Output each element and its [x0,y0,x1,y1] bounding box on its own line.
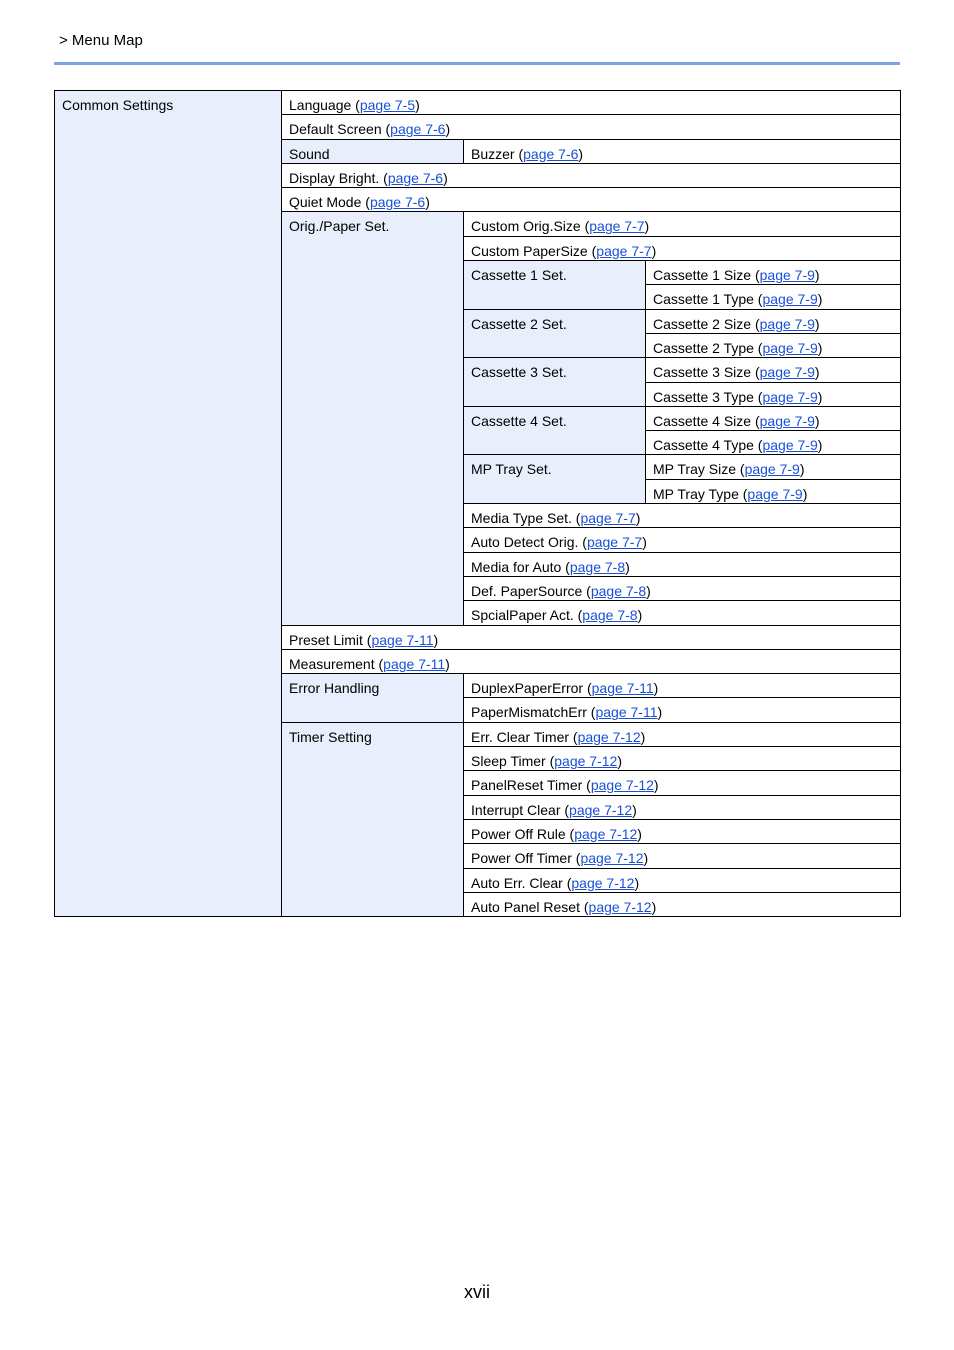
menu-item-panel-reset-timer: PanelReset Timer (page 7-12) [464,771,901,795]
page-link[interactable]: page 7-12 [554,753,618,770]
menu-item-language: Language (page 7-5) [282,91,901,115]
menu-root-cell [55,91,282,917]
page-link[interactable]: page 7-9 [747,485,803,502]
menu-item-def-paper-source: Def. PaperSource (page 7-8) [464,576,901,600]
menu-item-power-off-rule: Power Off Rule (page 7-12) [464,819,901,843]
menu-item-cassette-4-type: Cassette 4 Type (page 7-9) [646,431,901,455]
menu-group-cassette-4: Cassette 4 Set. [464,406,646,455]
menu-item-media-type-set: Media Type Set. (page 7-7) [464,504,901,528]
menu-item-mp-tray-type: MP Tray Type (page 7-9) [646,479,901,503]
page-link[interactable]: page 7-12 [590,777,654,794]
page-link[interactable]: page 7-6 [387,169,444,186]
page-link[interactable]: page 7-11 [591,680,654,697]
menu-group-sound: Sound [282,139,464,163]
menu-item-duplex-paper-error: DuplexPaperError (page 7-11) [464,674,901,698]
page-link[interactable]: page 7-12 [574,825,638,842]
menu-group-mp-tray: MP Tray Set. [464,455,646,504]
menu-item-buzzer: Buzzer (page 7-6) [464,139,901,163]
menu-item-mp-tray-size: MP Tray Size (page 7-9) [646,455,901,479]
menu-item-cassette-3-size: Cassette 3 Size (page 7-9) [646,358,901,382]
menu-item-media-for-auto: Media for Auto (page 7-8) [464,552,901,576]
page-link[interactable]: page 7-9 [759,315,815,332]
header-divider [54,62,900,65]
menu-group-cassette-2: Cassette 2 Set. [464,309,646,358]
page-link[interactable]: page 7-7 [580,510,636,527]
page-link[interactable]: page 7-9 [762,291,818,308]
page-link[interactable]: page 7-9 [759,412,815,429]
menu-group-orig-paper: Orig./Paper Set. [282,212,464,625]
menu-item-cassette-2-size: Cassette 2 Size (page 7-9) [646,309,901,333]
page-link[interactable]: page 7-9 [762,339,818,356]
page-link[interactable]: page 7-8 [569,558,626,575]
menu-item-sleep-timer: Sleep Timer (page 7-12) [464,747,901,771]
menu-item-cassette-1-type: Cassette 1 Type (page 7-9) [646,285,901,309]
menu-item-paper-mismatch-err: PaperMismatchErr (page 7-11) [464,698,901,722]
menu-group-error-handling: Error Handling [282,674,464,723]
menu-item-power-off-timer: Power Off Timer (page 7-12) [464,844,901,868]
page-link[interactable]: page 7-11 [371,631,434,648]
menu-item-interrupt-clear: Interrupt Clear (page 7-12) [464,795,901,819]
page-link[interactable]: page 7-12 [588,898,652,915]
page-link[interactable]: page 7-11 [383,655,446,672]
menu-item-auto-detect-orig: Auto Detect Orig. (page 7-7) [464,528,901,552]
menu-item-default-screen: Default Screen (page 7-6) [282,115,901,139]
menu-item-err-clear-timer: Err. Clear Timer (page 7-12) [464,722,901,746]
menu-item-custom-orig-size: Custom Orig.Size (page 7-7) [464,212,901,236]
menu-group-timer-setting: Timer Setting [282,722,464,916]
menu-item-auto-panel-reset: Auto Panel Reset (page 7-12) [464,892,901,916]
menu-item-quiet-mode: Quiet Mode (page 7-6) [282,188,901,212]
page-link[interactable]: page 7-7 [596,242,652,259]
page-link[interactable]: page 7-9 [762,437,818,454]
menu-item-cassette-2-type: Cassette 2 Type (page 7-9) [646,333,901,357]
menu-item-auto-err-clear: Auto Err. Clear (page 7-12) [464,868,901,892]
page-link[interactable]: page 7-6 [390,121,446,138]
page-link[interactable]: page 7-7 [586,534,643,551]
menu-item-display-bright: Display Bright. (page 7-6) [282,163,901,187]
page-link[interactable]: page 7-5 [359,97,416,113]
page-link[interactable]: page 7-9 [759,364,815,381]
page-link[interactable]: page 7-8 [582,607,638,624]
menu-item-measurement: Measurement (page 7-11) [282,649,901,673]
page-link[interactable]: page 7-8 [590,582,647,599]
menu-root-label: Common Settings [62,97,174,113]
page-link[interactable]: page 7-11 [595,704,658,721]
page-link[interactable]: page 7-9 [762,388,818,405]
menu-item-cassette-3-type: Cassette 3 Type (page 7-9) [646,382,901,406]
page-link[interactable]: page 7-6 [369,194,426,211]
page-link[interactable]: page 7-12 [580,850,644,867]
page-link[interactable]: page 7-12 [571,874,635,891]
menu-item-custom-paper-size: Custom PaperSize (page 7-7) [464,236,901,260]
menu-item-preset-limit: Preset Limit (page 7-11) [282,625,901,649]
menu-item-cassette-1-size: Cassette 1 Size (page 7-9) [646,261,901,285]
page-link[interactable]: page 7-9 [759,267,815,284]
menu-group-cassette-1: Cassette 1 Set. [464,261,646,310]
page-link[interactable]: page 7-12 [577,728,641,745]
page-number: xvii [464,1282,490,1302]
page-link[interactable]: page 7-7 [589,218,645,235]
menu-group-cassette-3: Cassette 3 Set. [464,358,646,407]
breadcrumb: > Menu Map [59,32,143,49]
page-link[interactable]: page 7-12 [569,801,633,818]
menu-item-cassette-4-size: Cassette 4 Size (page 7-9) [646,406,901,430]
page-link[interactable]: page 7-6 [523,145,579,162]
menu-map-table [54,90,901,917]
menu-item-special-paper-act: SpcialPaper Act. (page 7-8) [464,601,901,625]
page-link[interactable]: page 7-9 [744,461,800,478]
